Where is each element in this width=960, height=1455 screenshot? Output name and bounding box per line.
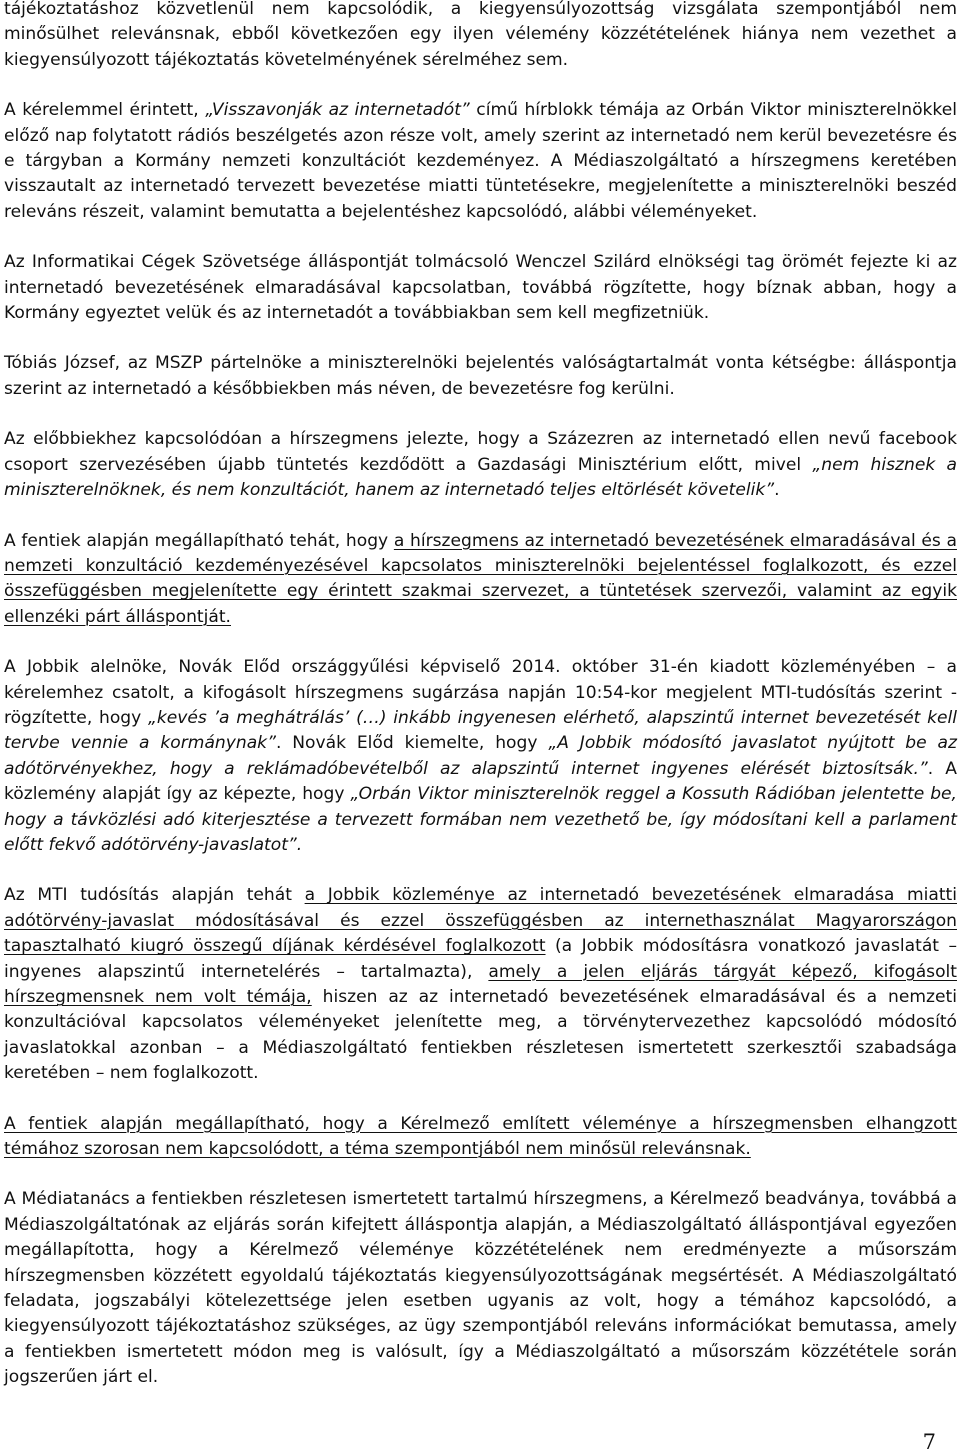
- paragraph: [4, 529, 957, 631]
- paragraph: [4, 0, 957, 73]
- text-run: (a Jobbik módosításra vonatkozó javaslatát – ingyenes alapszintű internetelérés – tartalmazta),: [4, 936, 958, 982]
- page-number: 7: [922, 1430, 936, 1454]
- paragraph: [4, 1112, 957, 1163]
- text-run: . Novák Előd kiemelte, hogy: [275, 733, 549, 754]
- text-run: Tóbiás József, az MSZP pártelnöke a miniszterelnöki bejelentés valóságtartalmát vonta kétségbe: álláspontja szerint az internetadó a későbbiekben más néven, de bevezetésre fog kerülni.: [4, 353, 957, 399]
- paragraph: [4, 883, 957, 1086]
- italic-quote: „nem hisznek a miniszterelnöknek, és nem konzultációt, hanem az internetadó teljes eltörlését követelik”: [4, 454, 957, 501]
- paragraph: [4, 1187, 957, 1390]
- text-run: Az Informatikai Cégek Szövetsége álláspontját tolmácsoló Wenczel Szilárd elnökségi tag örömét fejezte ki az internetadó bevezetésének elmaradásával kapcsolatban, továbbá rögzítette, hogy bíznak abban, hogy a Kormány egyeztet velük és az internetadót a továbbiakban sem kell megfizetniük.: [4, 252, 957, 324]
- text-run: A kérelemmel érintett,: [4, 100, 206, 121]
- document-body: [4, 0, 957, 1416]
- text-run: A Jobbik alelnöke, Novák Előd országgyűlési képviselő 2014. október 31-én kiadott közleményében – a kérelemhez csatolt, a kifogásolt hírszegmens sugárzása napján 10:54-kor megjelent MTI-tudósítás szerint - rögzítette, hogy: [4, 657, 957, 728]
- paragraph: [4, 98, 957, 225]
- italic-quote: „Visszavonják az internetadót”: [205, 100, 470, 121]
- paragraph: [4, 250, 957, 326]
- underlined-text: amely a jelen eljárás tárgyát képező, kifogásolt hírszegmensnek nem volt témája,: [4, 961, 957, 1007]
- text-run: . A közlemény alapját így az képezte, hogy: [4, 758, 957, 805]
- italic-quote: „kevés ’a meghátrálás’ (…) inkább ingyenesen elérhető, alapszintű internet bevezetését kell tervbe vennie a kormánynak”: [4, 707, 957, 754]
- text-run: A Médiatanács a fentiekben részletesen ismertetett tartalmú hírszegmens, a Kérelmező beadványa, továbbá a Médiaszolgáltatónak az eljárás során kifejtett álláspontja alapján, a Médiaszolgáltató álláspontjával egyezően megállapította, hogy a Kérelmező véleménye közzétételének nem eredményezte a műsorszám hírszegmensben közzétett egyoldalú tájékoztatás kiegyensúlyozottságának megsértését. A Médiaszolgáltató feladata, jogszabályi kötelezettsége jelen esetben ugyanis az volt, hogy a témához kapcsolódó, a kiegyensúlyozott tájékoztatáshoz szükséges, az ügy szempontjából releváns információkat bemutassa, amely a fentiekben ismertetett módon meg is valósult, így a Médiaszolgáltató a műsorszám közzététele során jogszerűen járt el.: [4, 1189, 957, 1388]
- text-run: Az MTI tudósítás alapján tehát: [4, 885, 305, 906]
- text-run: hiszen az az internetadó bevezetésének elmaradásával és a nemzeti konzultációval kapcsolatos véleményeket jelenítette meg, a törvénytervezethez kapcsolódó módosító javaslatokkal azonban – a Médiaszolgáltató fentiekben részletesen ismertetett szerkesztői szabadsága keretében – nem foglalkozott.: [4, 987, 957, 1084]
- underlined-text: a Jobbik közleménye az internetadó bevezetésének elmaradása miatti adótörvény-javaslat módosításával és ezzel összefüggésben az internethasználat Magyarországon tapasztalható kiugró összegű díjának kérdésével foglalkozott: [4, 885, 957, 957]
- italic-quote: „Orbán Viktor miniszterelnök reggel a Kossuth Rádióban jelentette be, hogy a távközlési adó kiterjesztése a tervezett formában nem vezethető be, így módosítani kell a parlament előtt fekvő adótörvény-javaslatot”.: [4, 784, 957, 855]
- text-run: Az előbbiekhez kapcsolódóan a hírszegmens jelezte, hogy a Százezren az internetadó ellen nevű facebook csoport szervezésében újabb tüntetés kezdődött a Gazdasági Minisztérium előtt, mivel: [4, 429, 957, 475]
- paragraph: [4, 351, 957, 402]
- text-run: tájékoztatáshoz közvetlenül nem kapcsolódik, a kiegyensúlyozottság vizsgálata szempontjából nem minősülhet relevánsnak, ebből következően egy ilyen vélemény közzétételének hiánya nem vezethet a kiegyensúlyozott tájékoztatás követelményének sérelméhez sem.: [4, 0, 957, 70]
- text-run: .: [774, 480, 780, 501]
- italic-quote: „A Jobbik módosító javaslatot nyújtott be az adótörvényekhez, hogy a reklámadóbevételből az alapszintű internet ingyenes elérését biztosítsák.”: [4, 733, 957, 779]
- underlined-text: A fentiek alapján megállapítható, hogy a Kérelmező említett véleménye a hírszegmensben elhangzott témához szorosan nem kapcsolódott, a téma szempontjából nem minősül relevánsnak.: [4, 1113, 957, 1160]
- text-run: című hírblokk témája az Orbán Viktor miniszterelnökkel előző nap folytatott rádiós beszélgetés azon része volt, amely szerint az internetadó nem kerül bevezetésre és e tárgyban a Kormány nemzeti konzultációt kezdeményez. A Médiaszolgáltató a hírszegmens keretében visszautalt az internetadó tervezett bevezetése miatti tüntetésekre, megjelenítette a miniszterelnöki beszéd releváns részeit, valamint bemutatta a bejelentéshez kapcsolódó, alábbi véleményeket.: [4, 100, 957, 222]
- paragraph: [4, 427, 957, 503]
- text-run: A fentiek alapján megállapítható tehát, hogy: [4, 530, 394, 551]
- paragraph: [4, 655, 957, 858]
- underlined-text: a hírszegmens az internetadó bevezetésének elmaradásával és a nemzeti konzultáció kezdeményezésével kapcsolatos miniszterelnöki bejelentéssel foglalkozott, és ezzel összefüggésben megjelenítette egy érintett szakmai szervezet, a tüntetések szervezői, valamint az egyik ellenzéki párt álláspontját.: [4, 530, 957, 627]
